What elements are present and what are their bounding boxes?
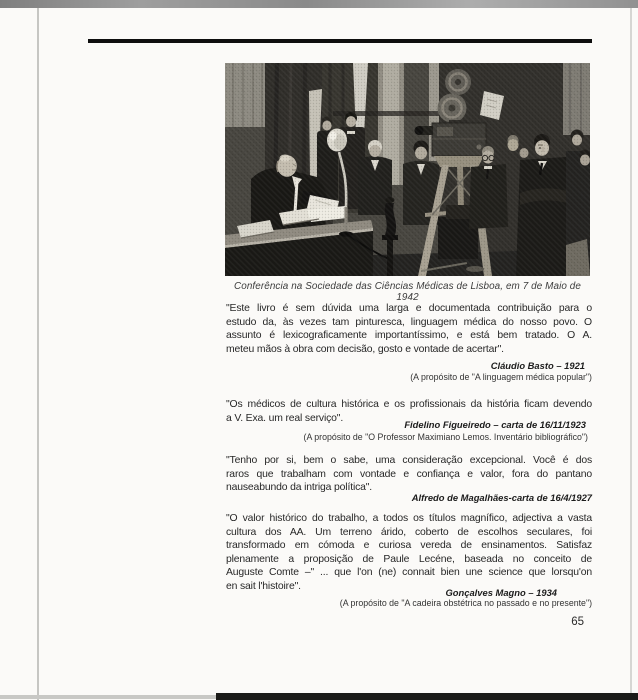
quote-line: nauseabundo da intriga política".	[226, 482, 373, 493]
quote-line: "O valor histórico do trabalho, a todos os títulos magnífico, adjectiva a vasta	[226, 513, 592, 524]
page-gutter-line	[37, 8, 39, 700]
quote-line: cultura dos AA. Um terreno árido, coberto de escolhos seculares, foi	[226, 526, 592, 538]
scan-edge-top	[0, 0, 638, 8]
quote-line: en sait l'histoire".	[226, 580, 301, 592]
scan-edge-bottom-light	[0, 695, 216, 699]
quote-4-attribution: Gonçalves Magno – 1934	[445, 587, 557, 598]
quote-1-attribution: Cláudio Basto – 1921	[490, 360, 585, 371]
quote-line: assunto é lexicograficamente importantíssimo, e está bem tratado. O A.	[226, 330, 592, 341]
photo-caption: Conferência na Sociedade das Ciências Médicas de Lisboa, em 7 de Maio de 1942	[234, 281, 581, 303]
quote-line: "Tenho por si, bem o sabe, uma consideração excepcional. Você é dos	[226, 455, 592, 466]
quote-line: plenamente a proposição de Paule Lecéne, baseada no conceito de	[226, 553, 592, 565]
quote-2-attribution: Fidelino Figueiredo – carta de 16/11/1923	[404, 419, 586, 430]
quote-line: transformado em cómoda e curiosa vereda de ensinamentos. Satisfaz	[226, 540, 592, 551]
conference-photo-art	[225, 63, 590, 276]
quote-line: a V. Exa. um real serviço".	[226, 412, 344, 424]
quote-1-text	[226, 302, 592, 356]
page-edge-line-right	[630, 8, 632, 694]
quote-4-text	[226, 512, 592, 593]
quote-1-note: (A propósito de "A linguagem médica popular")	[410, 372, 592, 382]
quote-4-note: (A propósito de "A cadeira obstétrica no passado e no presente")	[339, 598, 592, 608]
scan-edge-bottom-dark	[216, 693, 638, 700]
quote-line: meteu mãos à obra com decisão, gosto e vontade de acertar".	[226, 343, 504, 355]
quote-3-text	[226, 454, 592, 495]
quote-line: estudo da, às vezes tam pinturesca, linguagem médica do nosso povo. O	[226, 316, 592, 328]
photo-hatch-overlay	[225, 63, 590, 276]
quote-line: Auguste Comte –" ... que l'on (ne) connait bien une science que lorsqu'on	[226, 567, 592, 578]
header-rule	[88, 39, 592, 43]
quote-line: "Os médicos de cultura histórica e os profissionais da história ficam devendo	[226, 399, 592, 410]
quote-line: "Este livro é sem dúvida uma larga e documentada contribuição para o	[226, 303, 592, 314]
conference-photo	[225, 63, 590, 276]
quote-2-note: (A propósito de "O Professor Maximiano Lemos. Inventário bibliográfico")	[303, 432, 588, 442]
quote-3-attribution: Alfredo de Magalhães-carta de 16/4/1927	[411, 492, 592, 503]
page-number: 65	[571, 616, 584, 628]
quote-line: raros que trabalham com vontade e confiança e valor, fora do pantano	[226, 468, 592, 480]
